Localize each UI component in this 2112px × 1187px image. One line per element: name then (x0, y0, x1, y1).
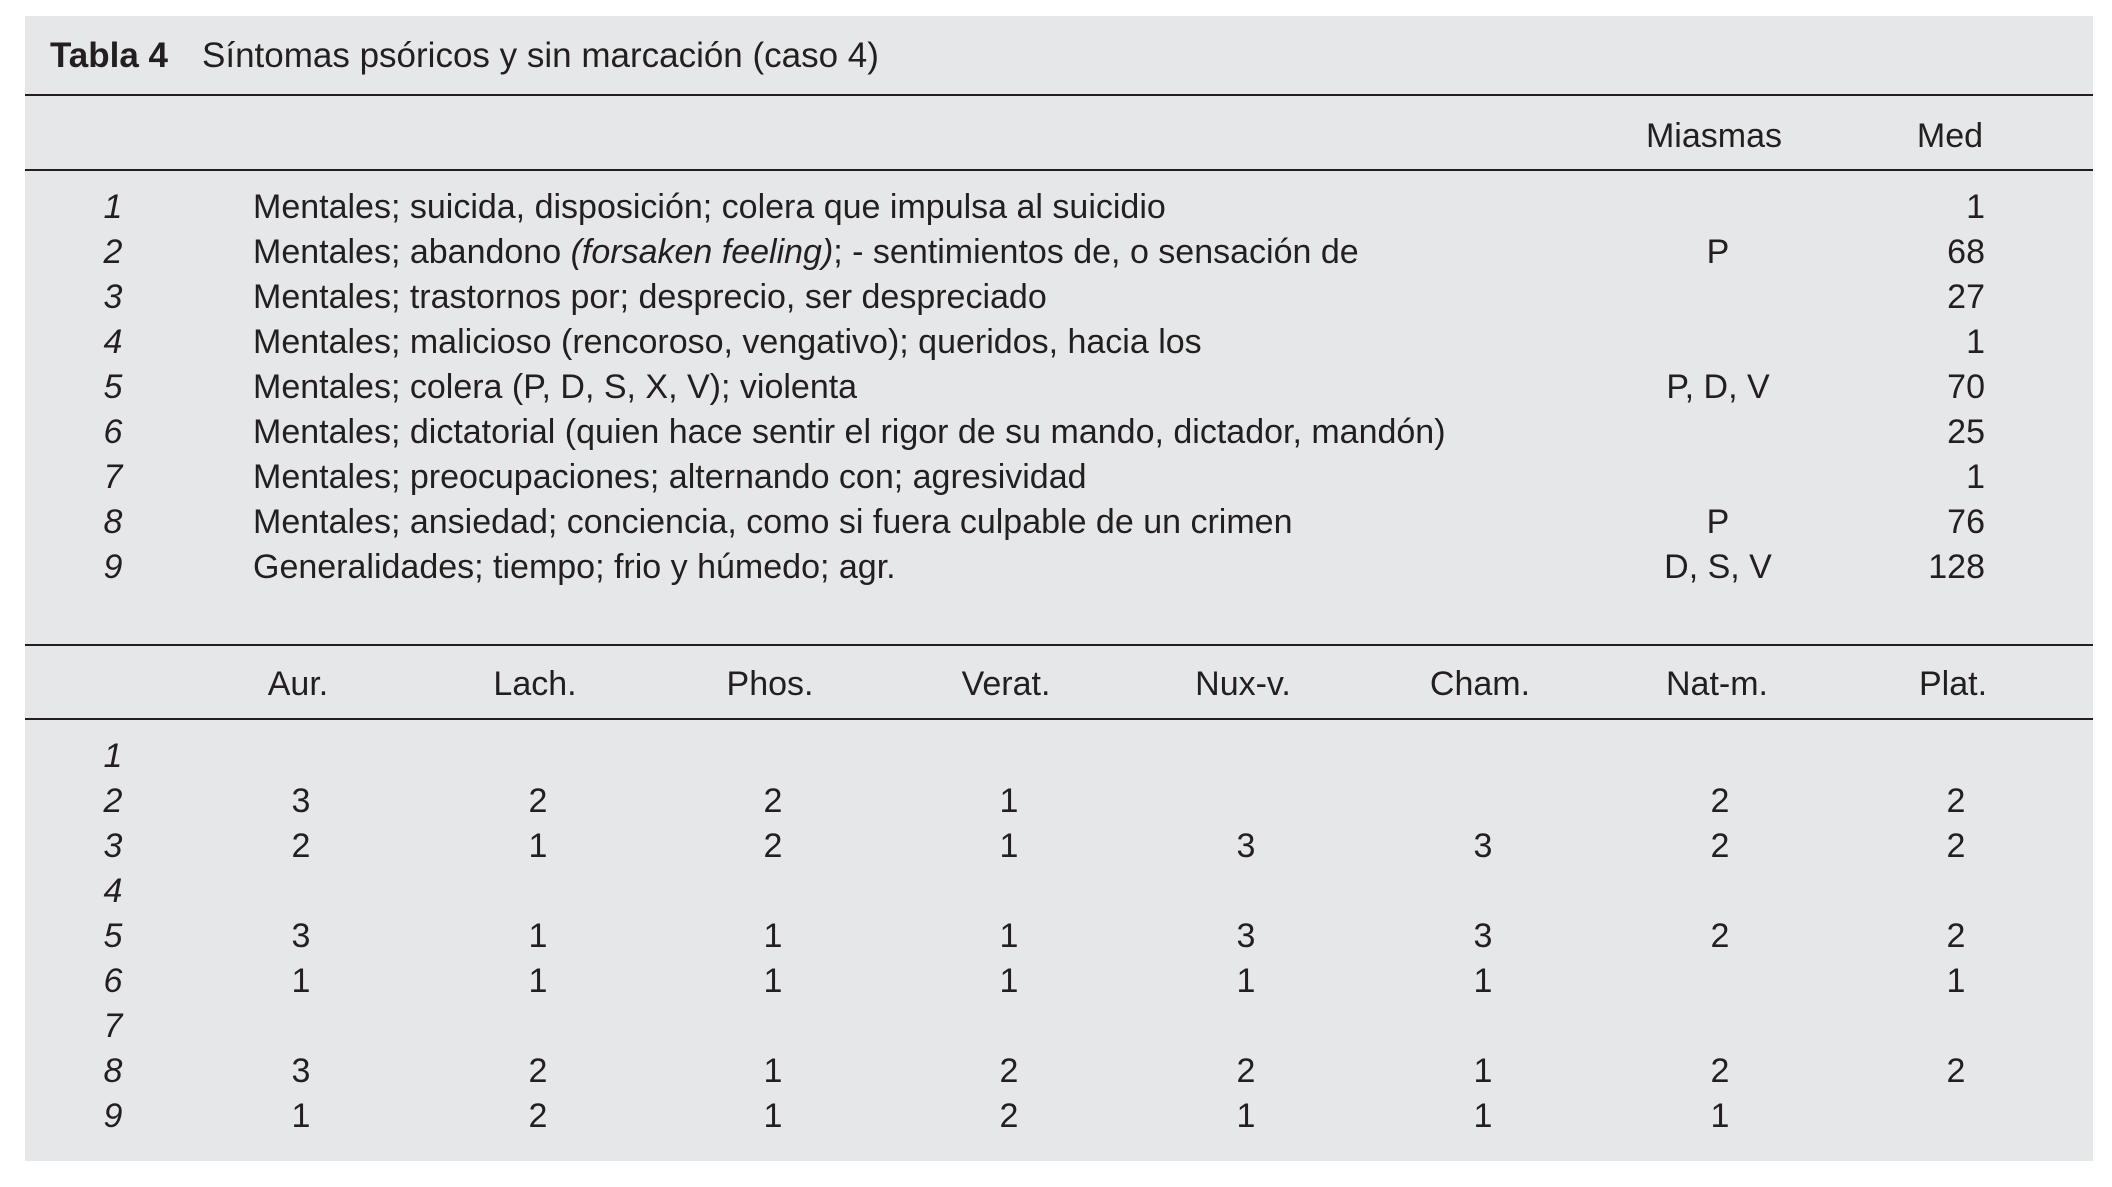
table-caption: Síntomas psóricos y sin marcación (caso 4) (202, 36, 879, 75)
header-miasmas: Miasmas (1645, 117, 1783, 155)
grade-cell: 2 (1946, 782, 1966, 820)
remedy-header-cell: Phos. (726, 665, 814, 703)
remedy-header-cell: Aur. (267, 665, 329, 703)
symptom-med-count: 1 (1966, 188, 1985, 226)
symptom-text (253, 505, 1292, 539)
grade-cell: 3 (1236, 827, 1256, 865)
grade-row-number: 7 (103, 1007, 123, 1045)
grade-cell: 2 (1236, 1052, 1256, 1090)
grade-cell: 1 (763, 917, 783, 955)
grade-cell: 2 (291, 827, 311, 865)
symptom-row-number: 2 (103, 233, 123, 271)
grade-cell: 2 (528, 782, 548, 820)
symptom-text-prefix: Mentales; preocupaciones; alternando con; agresividad (253, 458, 1087, 496)
symptom-text-prefix: Mentales; colera (P, D, S, X, V); violenta (253, 368, 858, 406)
rule-remedies-bottom (25, 718, 2093, 720)
grade-cell: 1 (1473, 1052, 1493, 1090)
symptom-miasmas: P (1706, 233, 1730, 271)
grade-cell: 2 (763, 782, 783, 820)
grade-cell: 1 (999, 917, 1019, 955)
grade-cell: 2 (528, 1097, 548, 1135)
symptom-miasmas: D, S, V (1664, 548, 1772, 586)
grade-cell: 1 (1236, 962, 1256, 1000)
symptom-row-number: 8 (103, 503, 123, 541)
grade-cell: 1 (1236, 1097, 1256, 1135)
table-title (25, 36, 879, 76)
grade-cell: 2 (1946, 827, 1966, 865)
grade-cell: 1 (1946, 962, 1966, 1000)
remedy-header-cell: Lach. (493, 665, 577, 703)
grade-row-number: 2 (103, 782, 123, 820)
symptom-text (253, 370, 857, 404)
rule-top (25, 94, 2093, 96)
symptom-med-count: 27 (1947, 278, 1985, 316)
grade-cell: 1 (291, 962, 311, 1000)
symptom-miasmas: P (1706, 503, 1730, 541)
grade-cell: 1 (291, 1097, 311, 1135)
grade-cell: 1 (999, 782, 1019, 820)
symptom-row-number: 7 (103, 458, 123, 496)
symptom-text-italic: (forsaken feeling) (570, 233, 834, 271)
symptom-med-count: 68 (1947, 233, 1985, 271)
rule-header-bottom (25, 169, 2093, 171)
grade-cell: 3 (1473, 827, 1493, 865)
symptom-row-number: 6 (103, 413, 123, 451)
grade-row-number: 5 (103, 917, 123, 955)
header-med: Med (1916, 117, 1984, 155)
grade-cell: 1 (763, 962, 783, 1000)
grade-cell: 1 (1473, 962, 1493, 1000)
grade-row-number: 9 (103, 1097, 123, 1135)
symptom-text (253, 190, 1166, 224)
rule-remedies-top (25, 644, 2093, 646)
grade-cell: 3 (291, 1052, 311, 1090)
remedy-header-cell: Cham. (1429, 665, 1531, 703)
grade-row-number: 8 (103, 1052, 123, 1090)
symptom-row-number: 9 (103, 548, 123, 586)
grade-row-number: 6 (103, 962, 123, 1000)
grade-cell: 2 (528, 1052, 548, 1090)
grade-cell: 2 (1946, 917, 1966, 955)
grade-cell: 1 (1473, 1097, 1493, 1135)
symptom-text (253, 235, 1359, 269)
symptom-text-prefix: Mentales; suicida, disposición; colera que impulsa al suicidio (253, 188, 1166, 226)
symptom-text-suffix: ; - sentimientos de, o sensación de (833, 233, 1359, 271)
symptom-row-number: 3 (103, 278, 123, 316)
symptom-row-number: 5 (103, 368, 123, 406)
symptom-row-number: 1 (103, 188, 123, 226)
symptom-text-prefix: Mentales; trastornos por; desprecio, ser despreciado (253, 278, 1047, 316)
grade-cell: 1 (528, 917, 548, 955)
grade-cell: 1 (999, 827, 1019, 865)
grade-cell: 1 (763, 1097, 783, 1135)
grade-cell: 2 (1946, 1052, 1966, 1090)
grade-cell: 3 (1236, 917, 1256, 955)
symptom-text (253, 415, 1446, 449)
grade-cell: 2 (1710, 917, 1730, 955)
grade-cell: 3 (291, 782, 311, 820)
symptom-text-prefix: Mentales; malicioso (rencoroso, vengativo); queridos, hacia los (253, 323, 1202, 361)
symptom-text-prefix: Mentales; ansiedad; conciencia, como si fuera culpable de un crimen (253, 503, 1293, 541)
grade-row-number: 1 (103, 737, 123, 775)
symptom-text-prefix: Mentales; dictatorial (quien hace sentir el rigor de su mando, dictador, mandón) (253, 413, 1446, 451)
grade-cell: 2 (999, 1052, 1019, 1090)
symptom-med-count: 1 (1966, 458, 1985, 496)
grade-row-number: 3 (103, 827, 123, 865)
remedy-header-cell: Verat. (961, 665, 1051, 703)
grade-cell: 3 (1473, 917, 1493, 955)
grade-cell: 1 (528, 827, 548, 865)
grade-cell: 1 (528, 962, 548, 1000)
grade-cell: 1 (999, 962, 1019, 1000)
symptom-med-count: 25 (1947, 413, 1985, 451)
symptom-text (253, 460, 1087, 494)
remedy-header-cell: Plat. (1918, 665, 1988, 703)
symptom-text-prefix: Generalidades; tiempo; frio y húmedo; agr. (253, 548, 896, 586)
grade-cell: 2 (1710, 1052, 1730, 1090)
grade-cell: 1 (763, 1052, 783, 1090)
symptom-med-count: 76 (1947, 503, 1985, 541)
symptom-med-count: 1 (1966, 323, 1985, 361)
grade-cell: 2 (763, 827, 783, 865)
symptom-row-number: 4 (103, 323, 123, 361)
symptom-med-count: 128 (1928, 548, 1985, 586)
symptom-miasmas: P, D, V (1666, 368, 1770, 406)
grade-cell: 2 (1710, 782, 1730, 820)
symptom-text (253, 280, 1047, 314)
remedy-header-cell: Nat-m. (1666, 665, 1768, 703)
symptom-text (253, 550, 896, 584)
grade-cell: 2 (999, 1097, 1019, 1135)
grade-cell: 1 (1710, 1097, 1730, 1135)
symptom-med-count: 70 (1947, 368, 1985, 406)
remedy-header-cell: Nux-v. (1195, 665, 1291, 703)
grade-row-number: 4 (103, 872, 123, 910)
symptom-text-prefix: Mentales; abandono (253, 233, 571, 271)
grade-cell: 2 (1710, 827, 1730, 865)
symptom-text (253, 325, 1202, 359)
grade-cell: 3 (291, 917, 311, 955)
table-label: Tabla 4 (50, 36, 169, 75)
